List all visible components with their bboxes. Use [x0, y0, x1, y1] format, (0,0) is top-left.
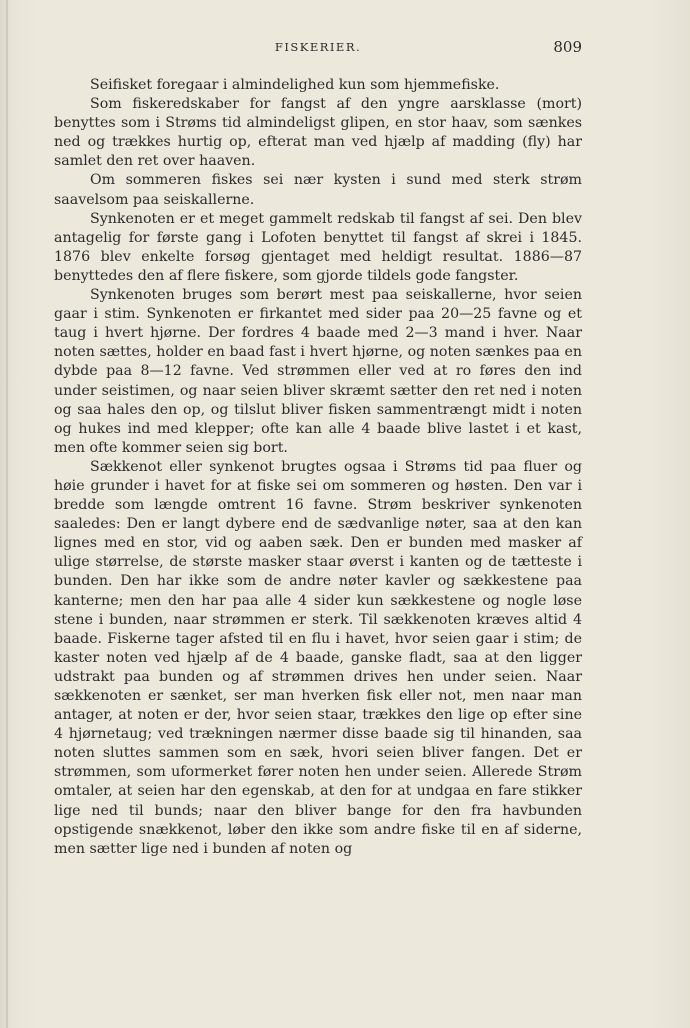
paragraph-4: Synkenoten er et meget gammelt redskab til fangst af sei. Den blev antagelig for første gang i Lofoten benyttet til fangst af skrei i 1845. 1876 blev enkelte forsøg gjentaget med heldigt resultat. 1886—87 benyttedes den af flere fiskere, som gjorde tildels gode fangster.	[54, 210, 582, 284]
paragraph-5: Synkenoten bruges som berørt mest paa seiskallerne, hvor seien gaar i stim. Synkenoten er firkantet med sider paa 20—25 favne og et taug i hvert hjørne. Der fordres 4 baade med 2—3 mand i hver. Naar noten sættes, holder en baad fast i hvert hjørne, og noten sænkes paa en dybde paa 8—12 favne. Ved strømmen eller ved at ro føres den ind under seistimen, og naar seien bliver skræmt sætter den ret ned i noten og saa hales den op, og tilslut bliver fisken sammentrængt midt i noten og hukes ind med klepper; ofte kan alle 4 baade blive lastet i et kast, men ofte kommer seien sig bort.	[54, 287, 582, 456]
page-header	[54, 38, 582, 58]
paragraph-1: Seifisket foregaar i almindelighed kun som hjemmefiske.	[90, 77, 500, 93]
page-number: 809	[553, 38, 582, 56]
paragraph-6: Sækkenot eller synkenot brugtes ogsaa i Strøms tid paa fluer og høie grunder i havet for at fiske sei om sommeren og høsten. Den var i bredde som længde omtrent 16 favne. Strøm beskriver synkenoten saaledes: Den er langt dybere end de sædvanlige nøter, saa at den kan lignes med en stor, vid og aaben sæk. Den er bunden med masker af ulige størrelse, de største masker staar øverst i kanten og de tætteste i bunden. Den har ikke som de andre nøter kavler og sækkestene paa kanterne; men den har paa alle 4 sider kun sækkestene og nogle løse stene i bunden, naar strømmen er sterk. Til sækkenoten kræves altid 4 baade. Fiskerne tager afsted til en flu i havet, hvor seien gaar i stim; de kaster noten ved hjælp af de 4 baade, ganske fladt, saa at den ligger udstrakt paa bunden og af strømmen drives hen under seien. Naar sækkenoten er sænket, ser man hverken fisk eller not, men naar man antager, at noten er der, hvor seien staar, trækkes den lige op efter sine 4 hjørnetaug; ved trækningen nærmer disse baade sig til hinanden, saa noten sluttes sammen som en sæk, hvori seien bliver fangen. Det er strømmen, som uformerket fører noten hen under seien. Allerede Strøm omtaler, at seien har den egenskab, at den for at undgaa en fare stikker lige ned til bunds; naar den bliver bange for den fra havbunden opstigende snækkenot, løber den ikke som andre fiske til en af siderne, men sætter lige ned i bunden af noten og	[54, 458, 582, 857]
page-gutter-edge	[6, 0, 8, 1028]
paragraph-3: Om sommeren fiskes sei nær kysten i sund med sterk strøm saavelsom paa seiskallerne.	[54, 172, 582, 208]
page-body	[54, 76, 582, 859]
running-head: FISKERIER.	[274, 40, 362, 54]
paragraph-2: Som fiskeredskaber for fangst af den yngre aarsklasse (mort) benyttes som i Strøms tid almindeligst glipen, en stor haav, som sænkes ned og trækkes hurtig op, efterat man ved hjælp af madding (fly) har samlet den ret over haaven.	[54, 96, 582, 170]
